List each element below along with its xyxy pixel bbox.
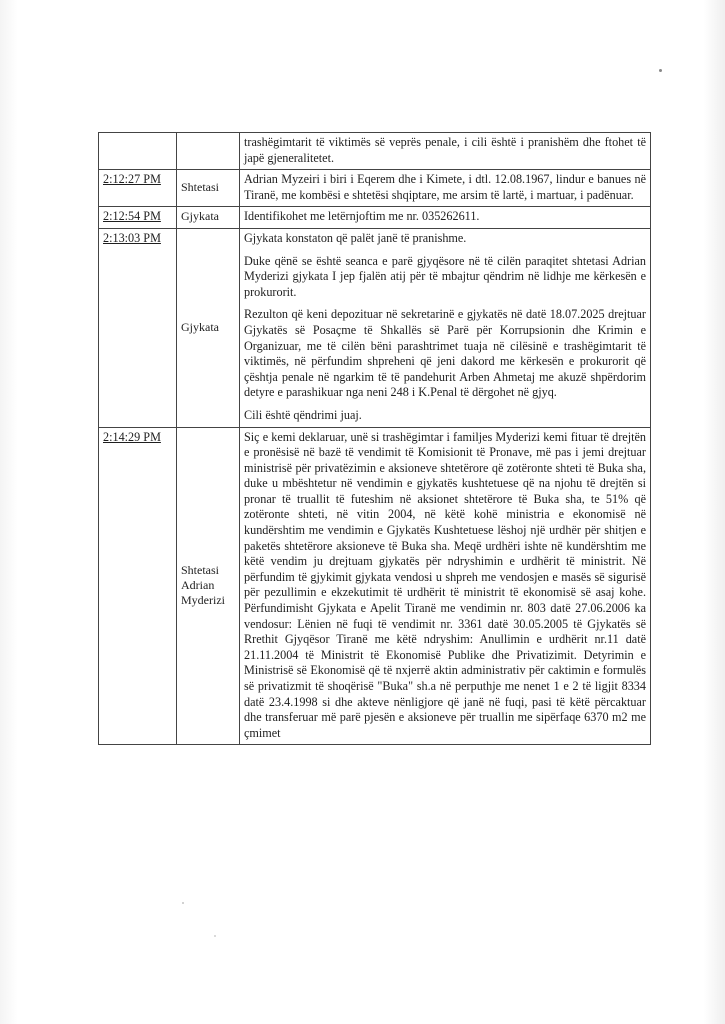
statement-cell xyxy=(240,228,651,427)
scan-speck xyxy=(182,902,184,904)
timestamp-cell: 2:13:03 PM xyxy=(99,228,177,427)
statement-paragraph: Identifikohet me letërnjoftim me nr. 035262611. xyxy=(244,209,480,224)
timestamp-cell xyxy=(99,133,177,170)
timestamp-cell: 2:14:29 PM xyxy=(99,427,177,745)
statement-cell xyxy=(240,170,651,207)
table-row xyxy=(99,133,651,170)
scan-speck xyxy=(214,935,216,937)
statement-cell xyxy=(240,133,651,170)
statement-paragraph: Duke qënë se është seanca e parë gjyqësore në të cilën paraqitet shtetasi Adrian Myderizi gjykata I jep fjalën atij për të mbajtur qëndrim në lidhje me kërkesën e prokurorit. xyxy=(244,253,646,299)
statement-paragraph: Rezulton që keni depozituar në sekretarinë e gjykatës në datë 18.07.2025 drejtuar Gjykatës së Posaçme të Shkallës së Parë për Korrupsionin dhe Krimin e Organizuar, me të cilën bëni parashtrimet tuaja në cilësinë e trashëgimtarit të viktimës, në përfundim shpreheni që jeni dakord me kërkesën e prokurorit që çështja penale në ngarkim të të pandehurit Arben Ahmetaj me akuzë shpërdorim detyre e parashikuar nga neni 248 i K.Penal të dërgohet në gjyq. xyxy=(244,307,646,400)
speaker-cell: Shtetasi xyxy=(177,170,240,207)
table-row xyxy=(99,228,651,427)
speaker-cell: Gjykata xyxy=(177,207,240,229)
speaker-cell xyxy=(177,133,240,170)
timestamp-cell: 2:12:27 PM xyxy=(99,170,177,207)
statement-paragraph: trashëgimtarit të viktimës së veprës penale, i cili është i pranishëm dhe ftohet të japë gjeneralitetet. xyxy=(244,135,646,165)
statement-paragraph: Gjykata konstaton që palët janë të pranishme. xyxy=(244,230,467,245)
statement-cell xyxy=(240,427,651,745)
statement-cell xyxy=(240,207,651,229)
table-row xyxy=(99,427,651,745)
timestamp-cell: 2:12:54 PM xyxy=(99,207,177,229)
hearing-transcript-table xyxy=(98,132,651,745)
table-row xyxy=(99,207,651,229)
scan-speck xyxy=(659,69,662,72)
statement-paragraph: Siç e kemi deklaruar, unë si trashëgimtar i familjes Myderizi kemi fituar të drejtën e pronësisë në bazë të vendimit të Komisionit të Pronave, më pas i jemi drejtuar ministrisë për privatëzimin e aksioneve shtetërore që zotëronte shteti të Buka sha, duke u mbështetur në vendimin e gjykatës kushtetuese që na njohu të drejtën si pronar të truallit të futeshim në aksionet shtetërore të Buka sha, te 51% që zotëronte shteti, në vitin 2004, në këtë kohë ministria e ekonomisë në kundërshtim me vendimin e Gjykatës Kushtetuese lëshoj një urdhër për shitjen e paketës shtetërore aksioneve të Buka sha. Meqë urdhëri ishte në kundërshtim me këtë vendim ju drejtuam gjykatës për ndryshimin e urdhërit të ministrit. Në përfundim të gjykimit gjykata vendosi u shpreh me vendosjen e masës së sigurisë për pezullimin e ekzekutimit të urdhërit të ministrit të ekonomisë së asaj kohe. Përfundimisht Gjykata e Apelit Tiranë me vendimin nr. 803 datë 27.06.2006 ka vendosur: Lënien në fuqi të vendimit nr. 3361 datë 30.05.2005 të Gjykatës së Rrethit Gjyqësor Tiranë me këtë ndryshim: Anullimin e urdhërit nr.11 datë 21.11.2004 të Ministrit të Ekonomisë Publike dhe Privatizimit. Detyrimin e Ministrisë së Ekonomisë që të nxjerrë aktin administrativ për caktimin e formulës së privatizmit të shoqërisë "Buka" sh.a në perputhje me nenet 1 e 2 të ligjit 8334 datë 23.4.1998 si dhe akteve nënligjore që janë në fuqi, pasi të këtë përcaktuar dhe transferuar më parë pjesën e aksioneve për truallin me sipërfaqe 6370 m2 me çmimet xyxy=(244,429,646,740)
speaker-cell: Gjykata xyxy=(177,228,240,427)
statement-paragraph: Cili është qëndrimi juaj. xyxy=(244,407,362,422)
statement-paragraph: Adrian Myzeiri i biri i Eqerem dhe i Kimete, i dtl. 12.08.1967, lindur e banues në Tiranë, me kombësi e shtetësi shqiptare, me arsim të lartë, i martuar, i padënuar. xyxy=(244,172,646,202)
table-row xyxy=(99,170,651,207)
speaker-cell: Shtetasi Adrian Myderizi xyxy=(177,427,240,745)
